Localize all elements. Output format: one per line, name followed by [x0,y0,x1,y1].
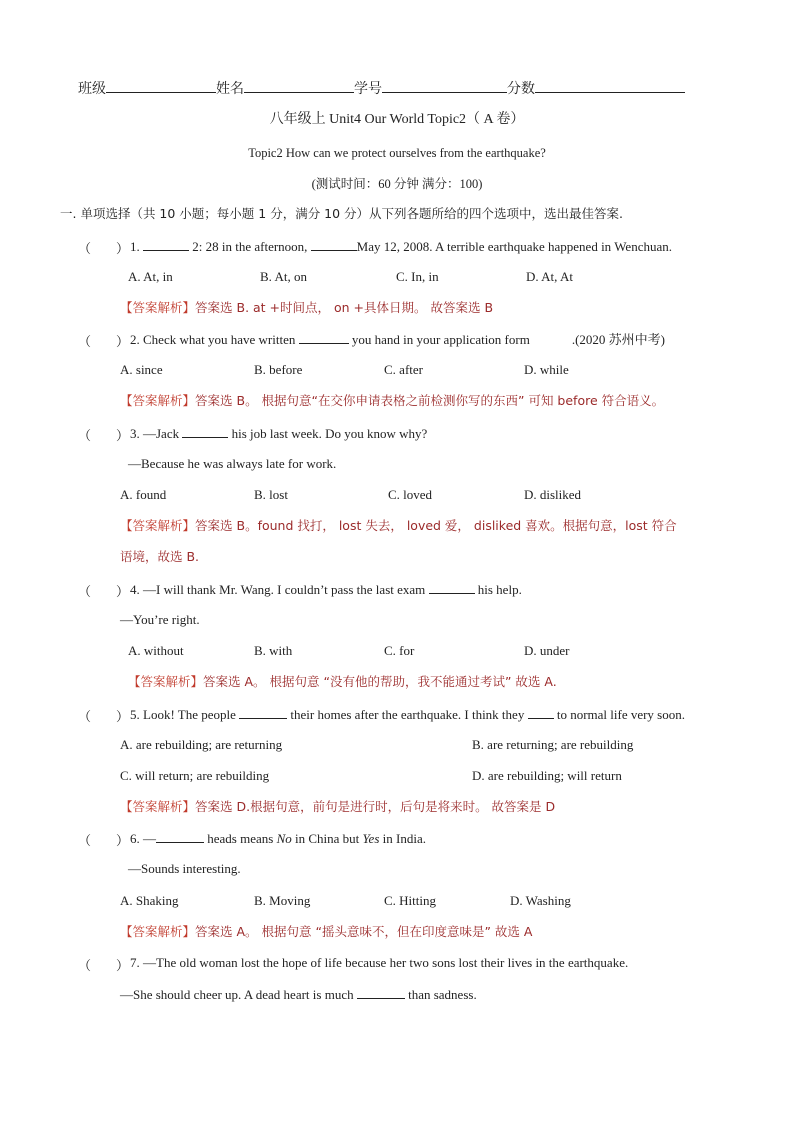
stem-text: his job last week. Do you know why? [231,426,428,441]
answer-paren-open: （ [78,709,92,724]
stem-text: May 12, 2008. A terrible earthquake happened in Wenchuan. [356,239,672,254]
answer-paren-close: ） [116,709,130,724]
italic-word: Yes [362,831,380,846]
name-blank[interactable] [244,80,354,93]
question-number: 6. [130,831,140,846]
question-number: 7. [130,955,140,970]
stem-text: 2: 28 in the afternoon, [192,239,308,254]
stem-text: his help. [477,582,522,597]
option-b[interactable]: B. with [254,643,293,658]
answer-explanation [120,799,555,815]
option-b[interactable]: B. At, on [260,269,307,284]
stem-text: Look! The people [143,707,236,722]
test-info: (测试时间：60 分钟 满分：100) [311,177,483,191]
answer-explanation [120,300,493,316]
fill-blank[interactable] [143,238,189,251]
fill-blank[interactable] [299,331,349,344]
option-a[interactable]: A. are rebuilding; are returning [120,737,283,752]
question-number: 3. [130,426,140,441]
stem-text: Check what you have written [143,332,296,347]
option-b[interactable]: B. lost [254,487,288,502]
fill-blank[interactable] [311,238,357,251]
answer-paren-close: ） [116,241,130,256]
answer-explanation [128,674,557,690]
question-stem [130,955,628,971]
question-stem [130,238,672,255]
stem-text: in India. [382,831,426,846]
section-title: 一. 单项选择（共 10 小题；每小题 1 分，满分 10 分）从下列各题所给的四个选项中，选出最佳答案. [60,206,624,221]
page-title: 八年级上 Unit4 Our World Topic2（ A 卷） [269,112,525,127]
option-d[interactable]: D. disliked [524,487,582,502]
answer-paren-open: （ [78,584,92,599]
question-number: 2. [130,332,140,347]
name-label: 姓名 [216,81,244,97]
stem-text: you hand in your application form [351,332,530,347]
fill-blank[interactable] [182,425,228,438]
answer-paren-open: （ [78,833,92,848]
student-id-label: 学号 [354,81,382,97]
fill-blank[interactable] [429,581,475,594]
fill-blank[interactable] [528,706,554,719]
answer-text: 答案选 B。found 找打， lost 失去， loved 爱， disliked 喜欢。根据句意，lost 符合 [195,518,677,533]
answer-paren-open: （ [78,958,92,973]
option-c[interactable]: C. will return; are rebuilding [120,768,270,783]
answer-explanation [120,393,664,409]
option-d[interactable]: D. Washing [510,893,571,908]
question-stem [130,706,685,723]
option-d[interactable]: D. are rebuilding; will return [472,768,622,783]
question-stem [130,425,427,442]
stem-text: —Jack [143,426,180,441]
answer-text: 答案选 D.根据句意，前句是进行时，后句是将来时。 故答案是 D [195,799,556,814]
dialogue-line [120,986,477,1003]
option-c[interactable]: C. loved [388,487,433,502]
question-stem [130,581,522,598]
answer-text-continued: 语境，故选 B. [120,549,200,564]
class-label: 班级 [78,81,106,97]
stem-text: their homes after the earthquake. I think they [290,707,525,722]
stem-text: —She should cheer up. A dead heart is much [120,987,354,1002]
answer-paren-open: （ [78,428,92,443]
option-c[interactable]: C. Hitting [384,893,437,908]
student-id-blank[interactable] [382,80,507,93]
dialogue-line: —Sounds interesting. [128,861,241,876]
class-blank[interactable] [106,80,216,93]
fill-blank[interactable] [357,986,405,999]
italic-word: No [276,831,292,846]
question-stem [130,830,426,847]
stem-text: in China but [294,831,360,846]
stem-text: —I will thank Mr. Wang. I couldn’t pass the last exam [143,582,426,597]
option-c[interactable]: C. for [384,643,415,658]
option-a[interactable]: A. Shaking [120,893,179,908]
answer-tag: 【答案解析】 [120,300,196,315]
option-b[interactable]: B. before [254,362,303,377]
dialogue-line: —You’re right. [120,612,200,627]
answer-explanation [120,924,532,940]
score-blank[interactable] [535,80,685,93]
answer-paren-close: ） [116,833,130,848]
answer-paren-close: ） [116,958,130,973]
stem-text: — [143,831,156,846]
answer-text: 答案选 B。 根据句意“在交你申请表格之前检测你写的东西” 可知 before 符合语义。 [195,393,665,408]
question-number: 4. [130,582,140,597]
question-stem [130,331,665,348]
answer-paren-close: ） [116,428,130,443]
fill-blank[interactable] [156,830,204,843]
answer-paren-close: ） [116,584,130,599]
answer-tag: 【答案解析】 [120,924,196,939]
student-info-row [78,80,685,97]
question-number: 5. [130,707,140,722]
answer-explanation [120,518,677,534]
option-c[interactable]: C. In, in [396,269,439,284]
answer-paren-close: ） [116,334,130,349]
dialogue-line: —Because he was always late for work. [128,456,337,471]
answer-tag: 【答案解析】 [120,799,196,814]
page-subtitle: Topic2 How can we protect ourselves from the earthquake? [248,146,546,160]
option-a[interactable]: A. since [120,362,163,377]
answer-paren-open: （ [78,334,92,349]
answer-text: 答案选 A。 根据句意 “没有他的帮助，我不能通过考试” 故选 A. [203,674,557,689]
source-note: .(2020 苏州中考) [571,332,666,347]
answer-text: 答案选 B. at +时间点， on +具体日期。 故答案选 B [195,300,494,315]
option-d[interactable]: D. while [524,362,569,377]
answer-paren-open: （ [78,241,92,256]
option-d[interactable]: D. At, At [526,269,573,284]
option-b[interactable]: B. Moving [254,893,311,908]
stem-text: than sadness. [408,987,477,1002]
stem-text: to normal life very soon. [556,707,685,722]
stem-text: heads means [207,831,274,846]
answer-text: 答案选 A。 根据句意 “摇头意味不，但在印度意味是” 故选 A [195,924,533,939]
option-a[interactable]: A. At, in [128,269,173,284]
option-b[interactable]: B. are returning; are rebuilding [472,737,634,752]
option-d[interactable]: D. under [524,643,570,658]
option-a[interactable]: A. found [120,487,167,502]
question-number: 1. [130,239,140,254]
option-c[interactable]: C. after [384,362,423,377]
answer-tag: 【答案解析】 [128,674,204,689]
answer-tag: 【答案解析】 [120,393,196,408]
answer-tag: 【答案解析】 [120,518,196,533]
score-label: 分数 [507,81,535,97]
option-a[interactable]: A. without [128,643,184,658]
stem-text: —The old woman lost the hope of life because her two sons lost their lives in the earthquake. [143,955,629,970]
fill-blank[interactable] [239,706,287,719]
